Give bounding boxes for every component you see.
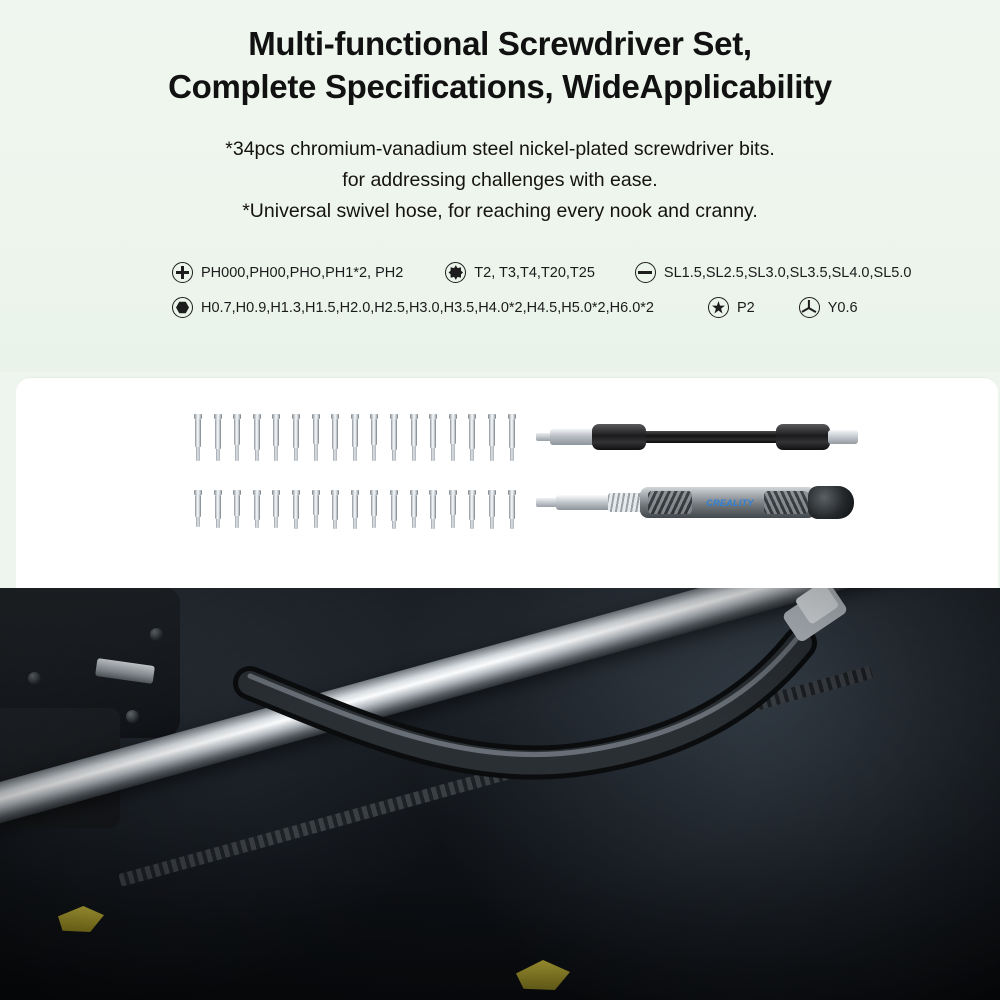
product-card [16, 378, 998, 588]
driver-grip-body [640, 487, 816, 518]
driver-shaft [556, 495, 610, 510]
spec-text-slotted: SL1.5,SL2.5,SL3.0,SL3.5,SL4.0,SL5.0 [663, 264, 912, 281]
spec-text-pentalobe: P2 [736, 299, 755, 316]
list-item [390, 490, 398, 529]
headline-line-2: Complete Specifications, WideApplicability [168, 68, 832, 105]
ratchet-screwdriver-handle [536, 478, 866, 528]
list-item [488, 490, 496, 529]
shaft-body [632, 431, 786, 443]
usage-photo [0, 588, 1000, 1000]
shaft-chuck [550, 429, 594, 445]
list-item [253, 414, 261, 461]
shaft-grip-right [776, 424, 830, 450]
list-item [449, 490, 457, 528]
bit-row [194, 414, 527, 461]
info-panel [0, 0, 1000, 372]
list-item [429, 490, 437, 529]
flexible-extension-shaft [536, 420, 858, 454]
list-item [468, 414, 476, 461]
brand-logo: CREALITY [706, 498, 754, 508]
list-item [508, 414, 516, 461]
spec-row-2 [172, 292, 960, 323]
list-item [508, 490, 516, 529]
spec-text-torx: T2, T3,T4,T20,T25 [474, 264, 595, 281]
tri-point-icon [799, 297, 820, 318]
spec-text-hex: H0.7,H0.9,H1.3,H1.5,H2.0,H2.5,H3.0,H3.5,H4.0*2,H4.5,H5.0*2,H6.0*2 [201, 299, 654, 316]
spec-item-hex [172, 297, 654, 318]
phillips-cross-icon [172, 262, 193, 283]
shaft-coupler [828, 430, 858, 444]
spec-item-pentalobe [708, 297, 755, 318]
list-item [488, 414, 496, 461]
list-item [410, 490, 418, 528]
screwdriver-bit-set [194, 414, 524, 554]
list-item [272, 490, 280, 528]
list-item [312, 490, 320, 528]
list-item [370, 414, 378, 461]
torx-star-icon [445, 262, 466, 283]
list-item [253, 490, 261, 528]
spec-text-phillips: PH000,PH00,PHO,PH1*2, PH2 [201, 264, 404, 281]
list-item [429, 414, 437, 461]
pentalobe-star-icon [708, 297, 729, 318]
list-item [214, 490, 222, 528]
spec-item-phillips [172, 262, 403, 283]
list-item [351, 490, 359, 529]
bit-row [194, 490, 527, 529]
spec-list [0, 257, 1000, 323]
list-item [370, 490, 378, 528]
subcopy-line-1: *34pcs chromium-vanadium steel nickel-plated screwdriver bits. [225, 138, 775, 160]
spec-text-tripoint: Y0.6 [827, 299, 858, 316]
slotted-flat-icon [635, 262, 656, 283]
subcopy [0, 134, 1000, 227]
headline-line-1: Multi-functional Screwdriver Set, [248, 25, 752, 62]
list-item [214, 414, 222, 461]
driver-bit-tip [536, 498, 558, 507]
spec-item-tripoint [799, 297, 858, 318]
list-item [468, 490, 476, 529]
spec-row-1 [172, 257, 960, 288]
hex-icon [172, 297, 193, 318]
flexible-hose [0, 588, 1000, 1000]
driver-end-cap [808, 486, 854, 519]
spec-item-torx [445, 262, 595, 283]
subcopy-line-3: *Universal swivel hose, for reaching every nook and cranny. [242, 200, 758, 222]
spec-item-slotted [635, 262, 912, 283]
list-item [312, 414, 320, 461]
headline [0, 22, 1000, 108]
list-item [292, 490, 300, 529]
list-item [194, 414, 202, 461]
driver-spring-collar [608, 493, 644, 512]
list-item [292, 414, 300, 461]
list-item [449, 414, 457, 461]
list-item [272, 414, 280, 461]
list-item [331, 414, 339, 461]
list-item [194, 490, 202, 527]
list-item [233, 490, 241, 528]
list-item [331, 490, 339, 529]
list-item [351, 414, 359, 461]
shaft-grip-left [592, 424, 646, 450]
list-item [390, 414, 398, 461]
list-item [233, 414, 241, 461]
subcopy-line-2: for addressing challenges with ease. [342, 169, 658, 191]
list-item [410, 414, 418, 461]
